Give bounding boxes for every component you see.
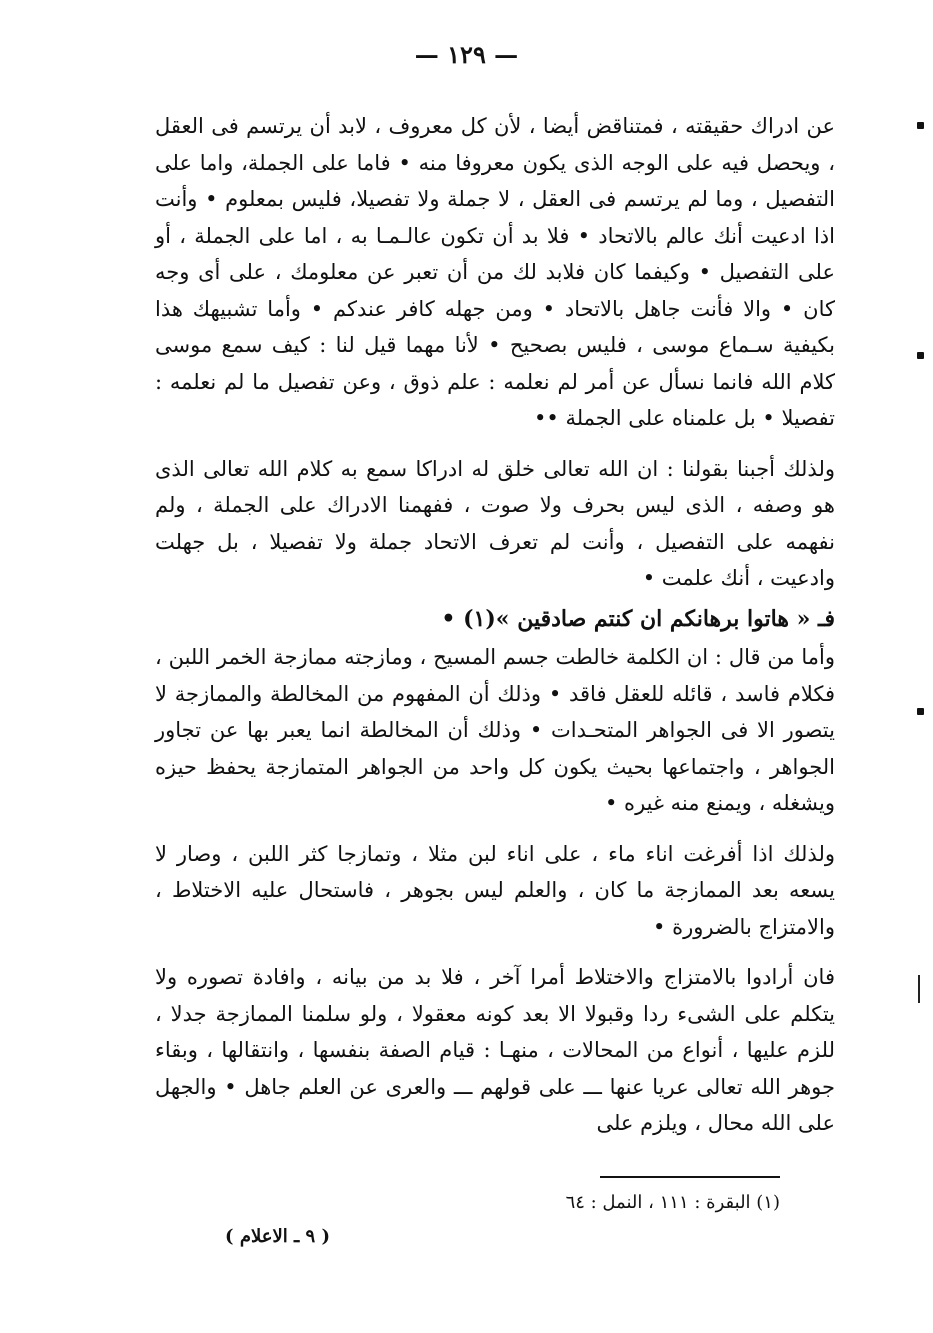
footnote-rule (600, 1176, 780, 1178)
margin-mark-top (917, 122, 924, 129)
paragraph-3: وأما من قال : ان الكلمة خالطت جسم المسيح ، ومازجته ممازجة الخمر اللبن ، فكلام فاسد ، قائله للعقل فاقد • وذلك أن المفهوم من المخالطة والممازجة لا يتصور الا فى الجواهر المتحـدات • وذلك أن المخالطة انما يعبر بها عن تجاور الجواهر ، واجتماعها بحيث يكون كل واحد من الجواهر المتمازجة يحفظ حيزه ويشغله ، ويمنع منه غيره • (155, 645, 835, 815)
paragraph-1: عن ادراك حقيقته ، فمتناقض أيضا ، لأن كل معروف ، لابد أن يرتسم فى العقل ، ويحصل فيه على الوجه الذى يكون معروفا منه • فاما على الجملة، واما على التفصيل ، وما لم يرتسم فى العقل ، لا جملة ولا تفصيلا، فليس بمعلوم • وأنت اذا ادعيت أنك عالم بالاتحاد • فلا بد أن تكون عالـمـا به ، اما على الجملة ، أو على التفصيل • وكيفما كان فلابد لك من أن تعبر عن معلومك ، على أى وجه كان • والا فأنت جاهل بالاتحاد • ومن جهله كافر عندكم • وأما تشبيهك هذا بكيفية سـماع موسى ، فليس بصحيح • لأنا مهما قيل لنا : كيف سمع موسى كلام الله فانما نسأل عن أمر لم نعلمه : علم ذوق ، وعن تفصيل ما لم نعلمه : تفصيلا • بل علمناه على الجملة •• (155, 114, 835, 430)
body-text (155, 108, 835, 1142)
footnote: (١) البقرة : ١١١ ، النمل : ٦٤ (565, 1192, 780, 1213)
margin-mark-middle (917, 352, 924, 359)
paragraph-5: فان أرادوا بالامتزاج والاختلاط أمرا آخر ، فلا بد من بيانه ، وافادة تصوره ولا يتكلم على الشىء ردا وقبولا الا بعد كونه معقولا ، ولو سلمنا الممازجة جدلا ، للزم عليها ، أنواع من المحالات ، منهـا : قيام الصفة بنفسها ، وانتقالها ، وبقاء جوهر الله تعالى عريا عنها ـــ على قولهم ـــ والعرى عن العلم جاهل • والجهل على الله محال ، ويلزم على (155, 965, 835, 1135)
paragraph-2: ولذلك أجبنا بقولنا : ان الله تعالى خلق له ادراكا سمع به كلام الله تعالى الذى هو وصفه ، الذى ليس بحرف ولا صوت ، ففهمنا الادراك على الجملة ، ولم نفهمه على التفصيل ، وأنت لم تعرف الاتحاد جملة ولا تفصيلا ، بل جهلت وادعيت ، أنك علمت • (155, 456, 835, 590)
margin-mark-lower (917, 708, 924, 715)
printer-signature: ( ٩ ـ الاعلام ) (225, 1226, 330, 1247)
paragraph-4: ولذلك اذا أفرغت اناء ماء ، على اناء لبن مثلا ، وتمازجا كثر اللبن ، وصار لا يسعه بعد الممازجة ما كان ، والعلم ليس بجوهر ، فاستحال عليه الاختلاط ، والامتزاج بالضرورة • (155, 841, 835, 939)
margin-tick (918, 975, 920, 1003)
page-number: — ١٢٩ — (414, 40, 519, 69)
quran-quote-heading: فـ « هاتوا برهانكم ان كنتم صادقين »(١) • (441, 605, 835, 632)
